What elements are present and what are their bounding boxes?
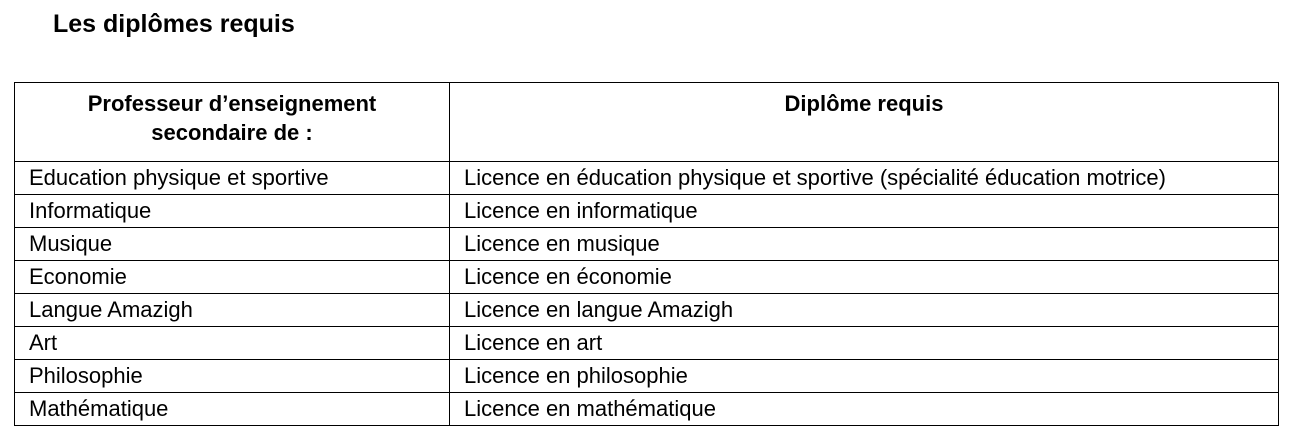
page-title: Les diplômes requis: [53, 10, 295, 38]
header-subject-line2: secondaire de :: [151, 120, 313, 145]
table-row: [15, 360, 1279, 393]
cell-subject: Informatique: [15, 195, 450, 228]
table-row: [15, 195, 1279, 228]
table-header-row: [15, 83, 1279, 162]
table-row: [15, 393, 1279, 426]
cell-subject: Mathématique: [15, 393, 450, 426]
cell-subject: Philosophie: [15, 360, 450, 393]
table-row: [15, 228, 1279, 261]
cell-diploma: Licence en économie: [450, 261, 1279, 294]
cell-diploma: Licence en langue Amazigh: [450, 294, 1279, 327]
header-subject: [15, 83, 450, 162]
cell-subject: Education physique et sportive: [15, 162, 450, 195]
cell-subject: Economie: [15, 261, 450, 294]
cell-diploma: Licence en philosophie: [450, 360, 1279, 393]
cell-subject: Langue Amazigh: [15, 294, 450, 327]
table-row: [15, 327, 1279, 360]
header-subject-line1: Professeur d’enseignement: [87, 91, 377, 116]
cell-diploma: Licence en musique: [450, 228, 1279, 261]
header-diploma: Diplôme requis: [450, 83, 1279, 162]
cell-subject: Musique: [15, 228, 450, 261]
cell-diploma: Licence en mathématique: [450, 393, 1279, 426]
table-row: [15, 294, 1279, 327]
cell-diploma: Licence en art: [450, 327, 1279, 360]
cell-subject: Art: [15, 327, 450, 360]
cell-diploma: Licence en informatique: [450, 195, 1279, 228]
table-row: [15, 261, 1279, 294]
cell-diploma: Licence en éducation physique et sportive (spécialité éducation motrice): [450, 162, 1279, 195]
diploma-table: [14, 82, 1279, 426]
table-row: [15, 162, 1279, 195]
